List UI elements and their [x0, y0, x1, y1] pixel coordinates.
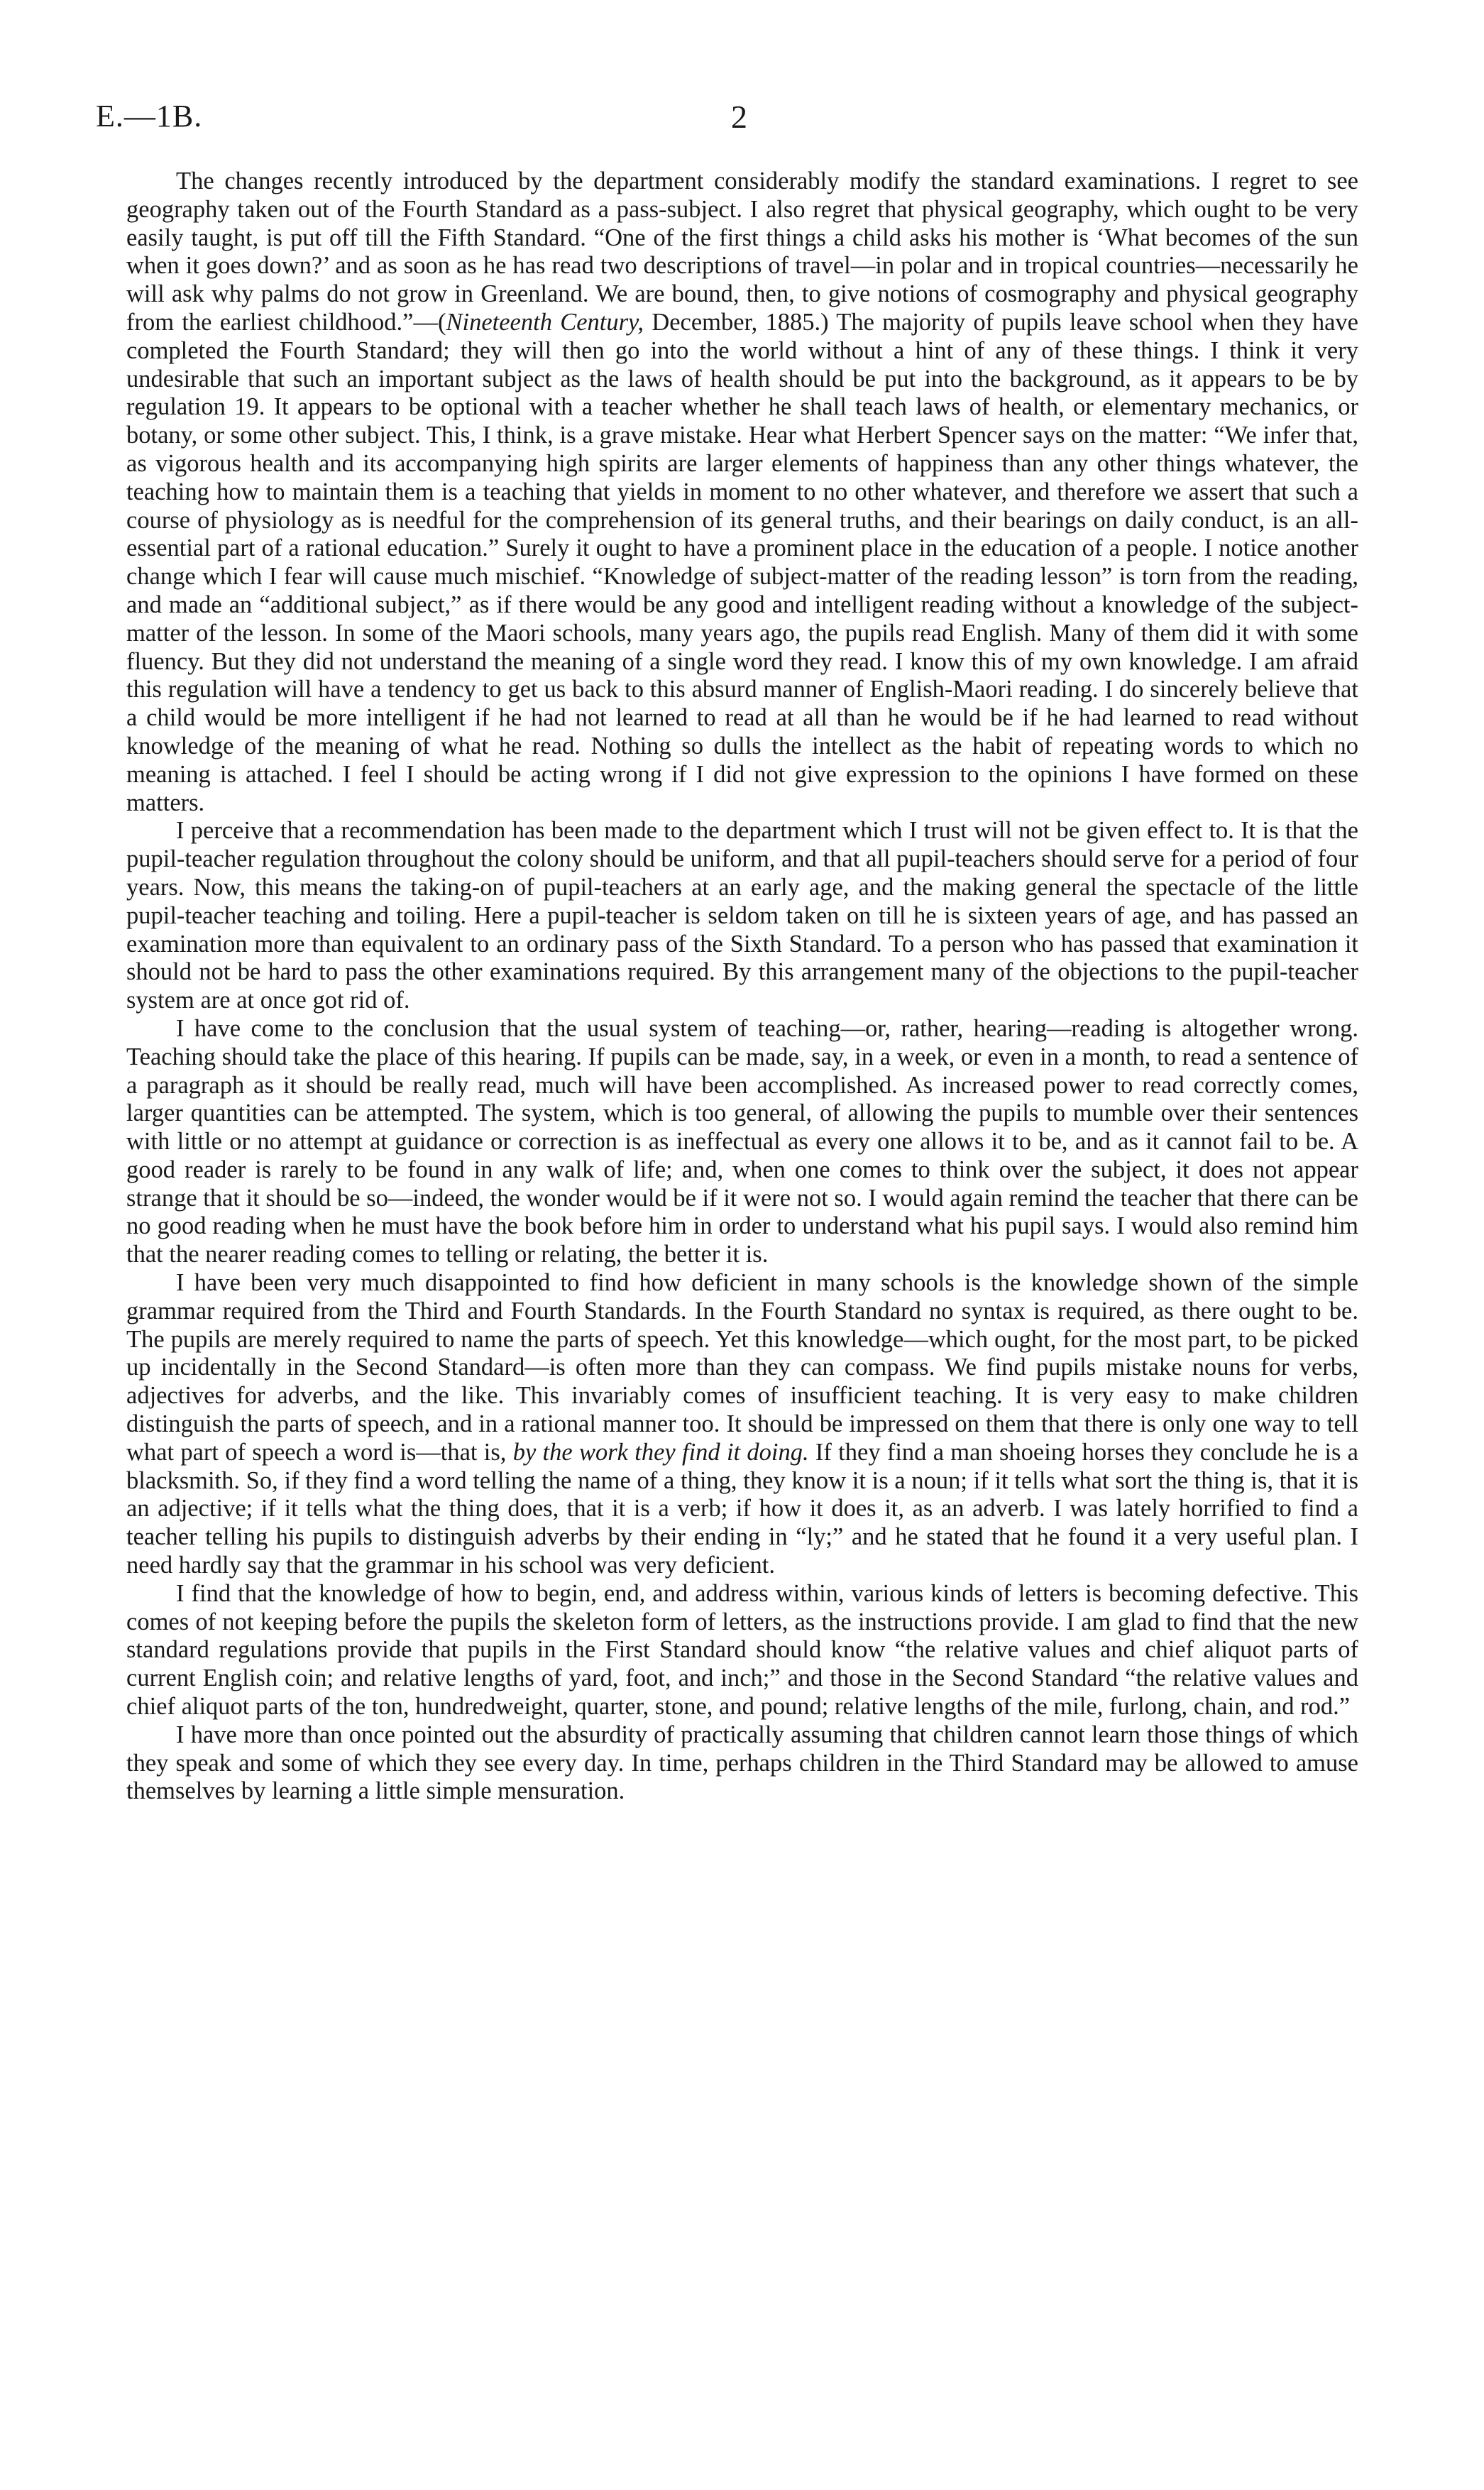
- text-run: I have more than once pointed out the absurdity of practically assuming that children cannot learn those things of which they speak and some of which they see every day. In time, perhaps children in the Third Standard may be allowed to amuse themselves by learning a little simple mensuration.: [126, 1721, 1358, 1805]
- italic-citation: Nineteenth Century,: [446, 308, 644, 336]
- paragraph-4: [126, 1269, 1358, 1580]
- paragraph-3: [126, 1015, 1358, 1269]
- text-run: If they find a man shoeing horses they conclude he is a blacksmith. So, if they find a word telling the name of a thing, they know it is a noun; if it tells what sort the thing is, that it is an adjective; if it tells what the thing does, that it is a verb; if how it does it, as an adverb. I was lately horrified to find a teacher telling his pupils to distinguish adverbs by their ending in “ly;” and he stated that he found it a very useful plan. I need hardly say that the grammar in his school was very deficient.: [126, 1438, 1358, 1579]
- italic-emphasis: by the work they find it doing.: [512, 1438, 809, 1466]
- paragraph-1: [126, 168, 1358, 817]
- text-run: I have come to the conclusion that the usual system of teaching—or, rather, hearing—reading is altogether wrong. Teaching should take the place of this hearing. If pupils can be made, say, in a week, or even in a month, to read a sentence of a paragraph as it should be really read, much will have been accomplished. As increased power to read correctly comes, larger quantities can be attempted. The system, which is too general, of allowing the pupils to mumble over their sentences with little or no attempt at guidance or correction is as ineffectual as every one allows it to be, and as it cannot fail to be. A good reader is rarely to be found in any walk of life; and, when one comes to think over the subject, it does not appear strange that it should be so—indeed, the wonder would be if it were not so. I would again remind the teacher that there can be no good reading when he must have the book before him in order to understand what his pupil says. I would also remind him that the nearer reading comes to telling or relating, the better it is.: [126, 1014, 1358, 1268]
- text-run: The changes recently introduced by the department considerably modify the standard examinations. I regret to see geography taken out of the Fourth Standard as a pass-subject. I also regret that physical geography, which ought to be very easily taught, is put off till the Fifth Standard. “One of the first things a child asks his mother is ‘What becomes of the sun when it goes down?’ and as soon as he has read two descriptions of travel—in polar and in tropical countries—necessarily he will ask why palms do not grow in Greenland. We are bound, then, to give notions of cosmography and physical geography from the earliest childhood.”—(: [126, 168, 1358, 336]
- paragraph-2: [126, 817, 1358, 1015]
- document-reference: E.—1B.: [96, 99, 203, 133]
- text-run: I have been very much disappointed to find how deficient in many schools is the knowledge shown of the simple grammar required from the Third and Fourth Standards. In the Fourth Standard no syntax is required, as there ought to be. The pupils are merely required to name the parts of speech. Yet this knowledge—which ought, for the most part, to be picked up incidentally in the Second Standard—is often more than they can compass. We find pupils mistake nouns for verbs, adjectives for adverbs, and the like. This invariably comes of insufficient teaching. It is very easy to make children distinguish the parts of speech, and in a rational manner too. It should be impressed on them that there is only one way to tell what part of speech a word is—that is,: [126, 1269, 1358, 1466]
- text-run: I perceive that a recommendation has been made to the department which I trust will not be given effect to. It is that the pupil-teacher regulation throughout the colony should be uniform, and that all pupil-teachers should serve for a period of four years. Now, this means the taking-on of pupil-teachers at an early age, and the making general the spectacle of the little pupil-teacher teaching and toiling. Here a pupil-teacher is seldom taken on till he is sixteen years of age, and has passed an examination more than equivalent to an ordinary pass of the Sixth Standard. To a person who has passed that examination it should not be hard to pass the other examinations required. By this arrangement many of the objections to the pupil-teacher system are at once got rid of.: [126, 817, 1358, 1014]
- text-run: December, 1885.) The majority of pupils leave school when they have completed the Fourth Standard; they will then go into the world without a hint of any of these things. I think it very undesirable that such an important subject as the laws of health should be put into the background, as it appears to be by regulation 19. It appears to be optional with a teacher whether he shall teach laws of health, or elementary mechanics, or botany, or some other subject. This, I think, is a grave mistake. Hear what Herbert Spencer says on the matter: “We infer that, as vigorous health and its accompanying high spirits are larger elements of happiness than any other things whatever, the teaching how to maintain them is a teaching that yields in moment to no other whatever, and therefore we assert that such a course of physiology as is needful for the comprehension of its general truths, and their bearings on daily conduct, is an all-essential part of a rational education.” Surely it ought to have a prominent place in the education of a people. I notice another change which I fear will cause much mischief. “Knowledge of subject-matter of the reading lesson” is torn from the reading, and made an “additional subject,” as if there would be any good and intelligent reading without a knowledge of the subject-matter of the lesson. In some of the Maori schools, many years ago, the pupils read English. Many of them did it with some fluency. But they did not understand the meaning of a single word they read. I know this of my own knowledge. I am afraid this regulation will have a tendency to get us back to this absurd manner of English-Maori reading. I do sincerely believe that a child would be more intelligent if he had not learned to read at all than he would be if he had learned to read without knowledge of the meaning of what he read. Nothing so dulls the intellect as the habit of repeating words to which no meaning is attached. I feel I should be acting wrong if I did not give expression to the opinions I have formed on these matters.: [126, 308, 1358, 816]
- paragraph-5: [126, 1580, 1358, 1721]
- page-number: 2: [731, 99, 747, 135]
- text-run: I find that the knowledge of how to begin, end, and address within, various kinds of letters is becoming defective. This comes of not keeping before the pupils the skeleton form of letters, as the instructions provide. I am glad to find that the new standard regulations provide that pupils in the First Standard should know “the relative values and chief aliquot parts of current English coin; and relative lengths of yard, foot, and inch;” and those in the Second Standard “the relative values and chief aliquot parts of the ton, hundredweight, quarter, stone, and pound; relative lengths of the mile, furlong, chain, and rod.”: [126, 1579, 1358, 1721]
- body-text: [126, 168, 1358, 1806]
- paragraph-6: [126, 1721, 1358, 1806]
